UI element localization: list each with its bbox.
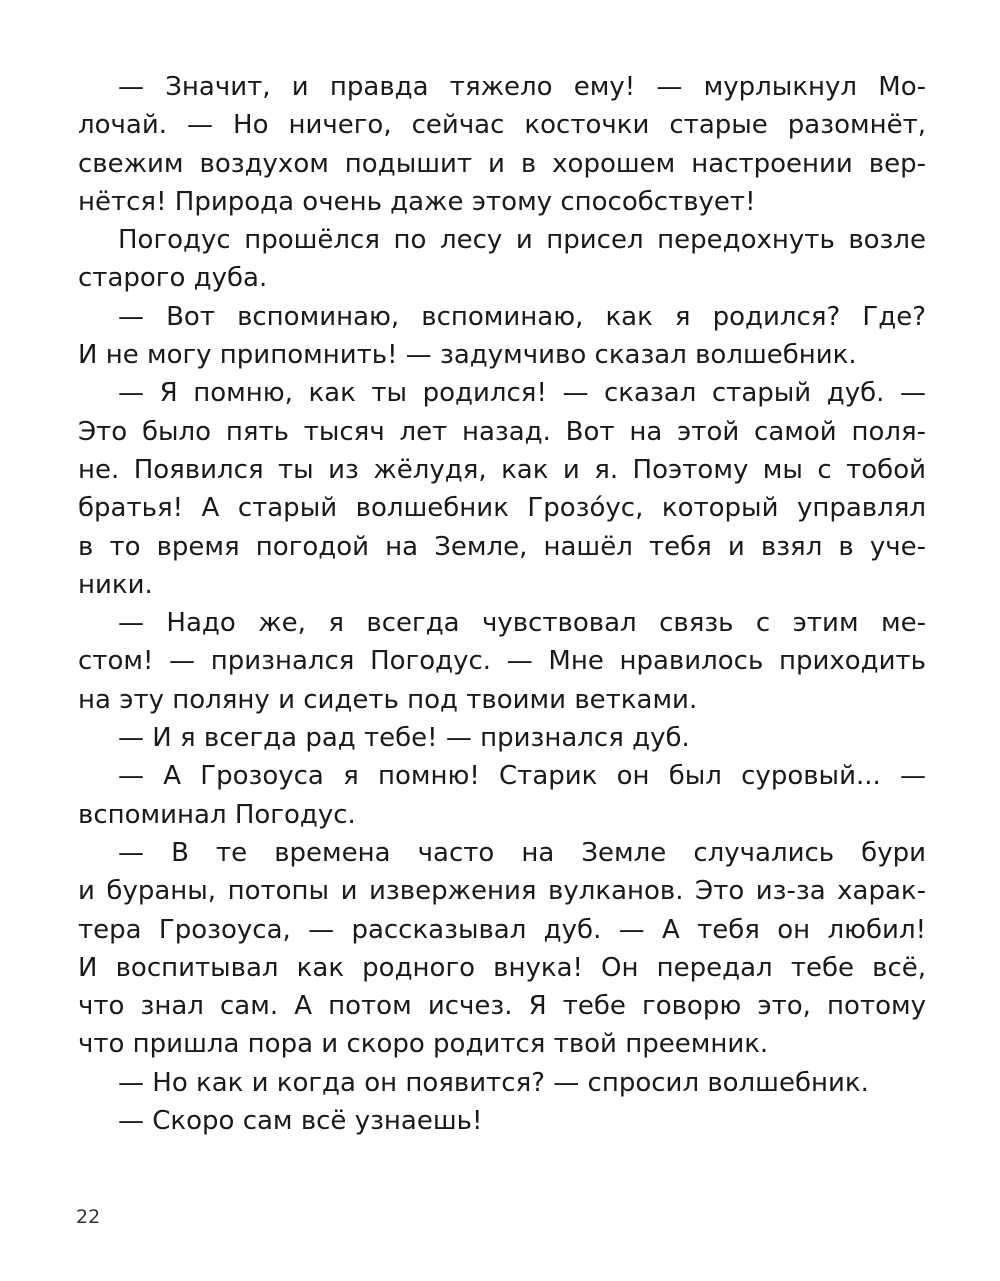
text-line: что знал сам. А потом исчез. Я тебе говорю это, потому [78,991,926,1022]
text-line: свежим воздухом подышит и в хорошем настроении вер- [78,148,926,179]
text-line: стом! — признался Погодус. — Мне нравилось приходить [78,646,926,677]
text-line: И не могу припомнить! — задумчиво сказал волшебник. [78,340,857,371]
text-line: лочай. — Но ничего, сейчас косточки старые разомнёт, [78,110,926,141]
text-line: Это было пять тысяч лет назад. Вот на этой самой поля- [78,416,926,447]
text-line: И воспитывал как родного внука! Он передал тебе всё, [78,952,926,983]
text-line: на эту поляну и сидеть под твоими ветками. [78,684,698,715]
text-line: и бураны, потопы и извержения вулканов. Это из-за харак- [78,876,926,907]
page-text [78,68,926,1140]
text-line: тера Грозоуса, — рассказывал дуб. — А тебя он любил! [78,914,926,945]
text-line: старого дуба. [78,263,268,294]
text-line: братья! А старый волшебник Грозо́ус, который управлял [78,493,926,524]
text-line: — И я всегда рад тебе! — признался дуб. [118,723,690,754]
text-line: — Надо же, я всегда чувствовал связь с этим ме- [118,608,926,639]
text-line: — Значит, и правда тяжело ему! — мурлыкнул Мо- [118,72,926,102]
text-line: — Я помню, как ты родился! — сказал старый дуб. — [118,378,926,409]
text-line: нётся! Природа очень даже этому способствует! [78,186,756,217]
text-line: не. Появился ты из жёлудя, как и я. Поэтому мы с тобой [78,454,926,485]
text-line: — Скоро сам всё узнаешь! [118,1106,483,1137]
text-line: что пришла пора и скоро родится твой преемник. [78,1029,769,1060]
page-number: 22 [76,1206,101,1228]
text-line: Погодус прошёлся по лесу и присел передохнуть возле [118,225,926,256]
text-line: — Но как и когда он появится? — спросил волшебник. [118,1067,869,1098]
text-line: — В те времена часто на Земле случались бури [118,837,926,868]
text-line: в то время погодой на Земле, нашёл тебя и взял в уче- [78,531,926,562]
text-line: — Вот вспоминаю, вспоминаю, как я родился? Где? [118,301,926,332]
text-line: вспоминал Погодус. [78,799,356,830]
text-line: — А Грозоуса я помню! Старик он был суровый... — [118,761,926,792]
text-line: ники. [78,569,153,600]
